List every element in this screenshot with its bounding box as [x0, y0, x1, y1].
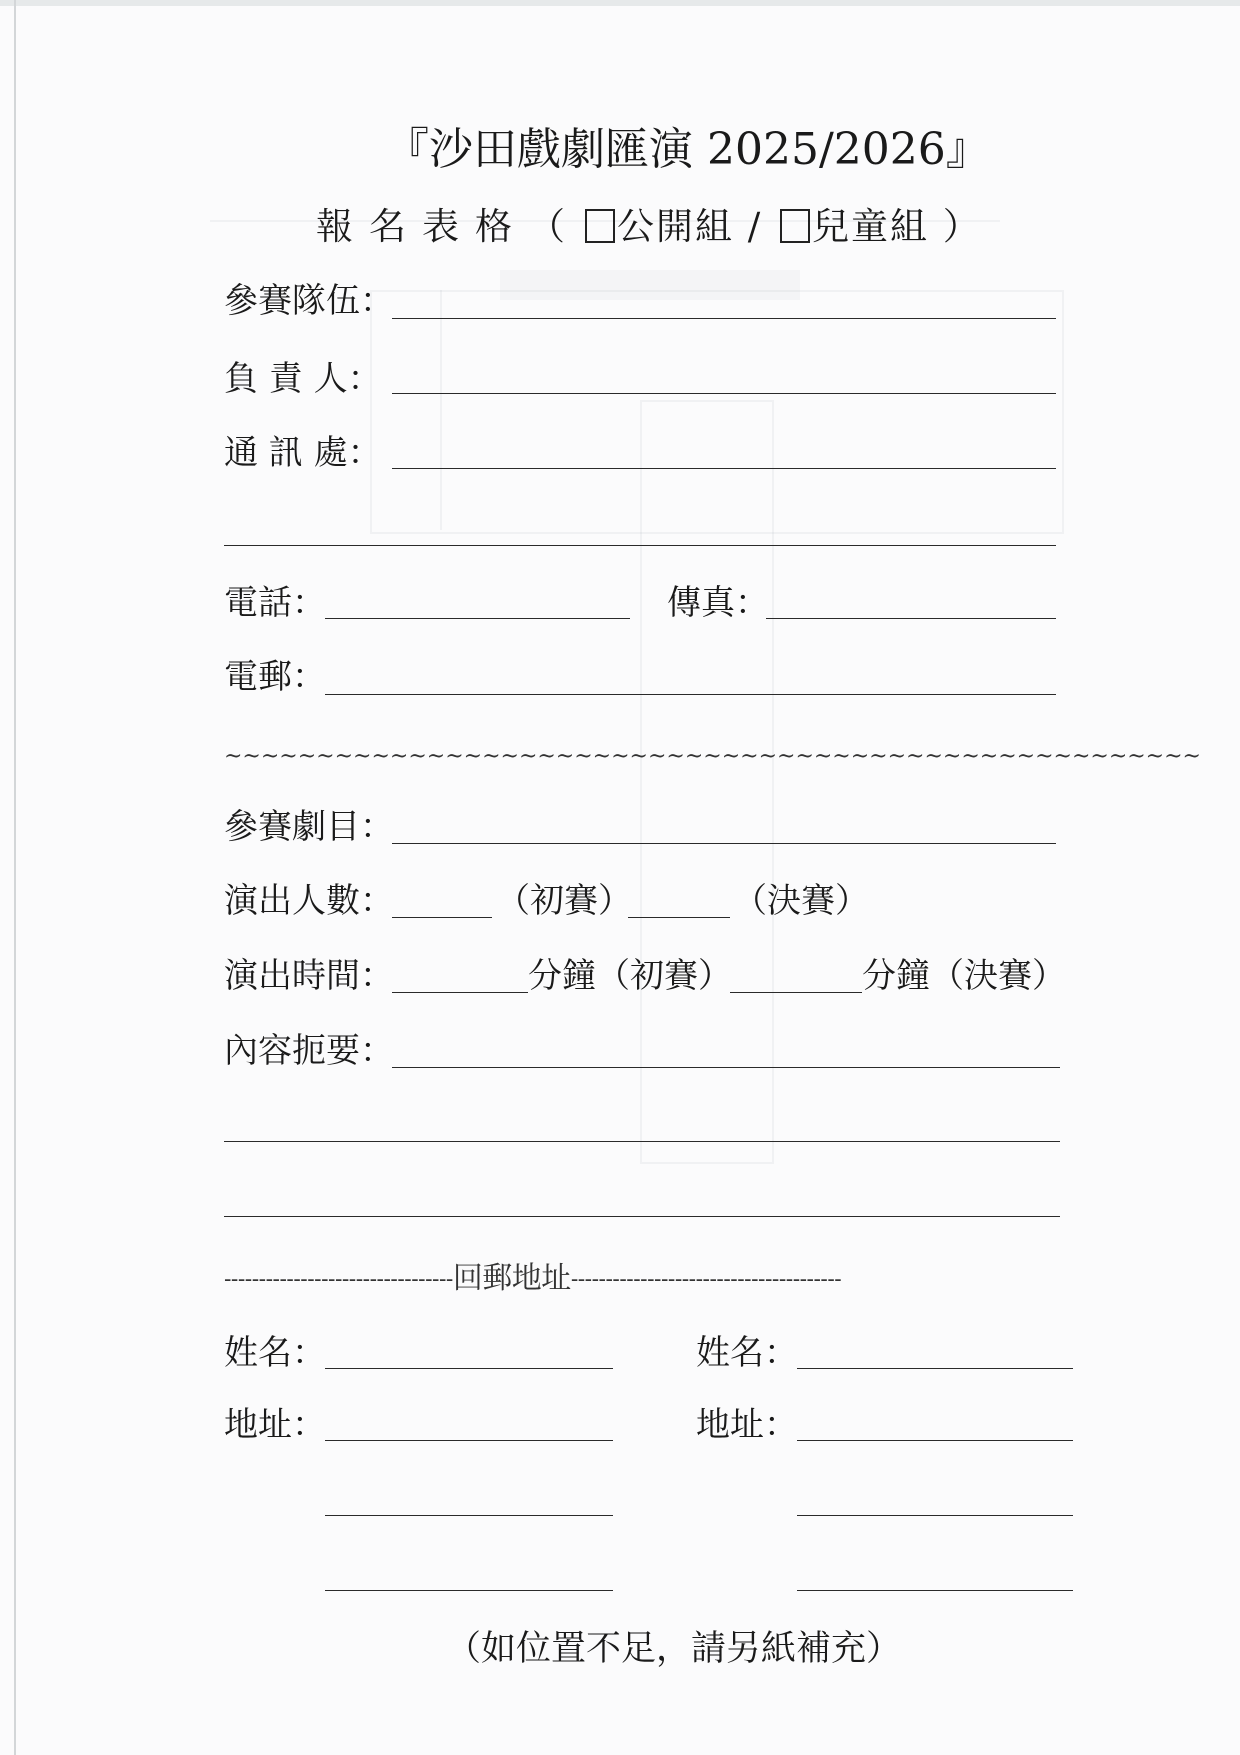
- form-title: [316, 205, 982, 248]
- return-right-name-field[interactable]: [797, 1368, 1073, 1369]
- open-group-label: 公開組 /: [617, 205, 763, 248]
- return-address-title: 回郵地址: [452, 1261, 571, 1296]
- return-left-name-label: 姓名：: [224, 1333, 326, 1373]
- email-label: 電郵：: [224, 657, 326, 697]
- return-left-address-line3[interactable]: [325, 1590, 613, 1591]
- cast-prelim-label: （初賽）: [496, 881, 632, 921]
- address-field-line2[interactable]: [224, 545, 1056, 546]
- bleed-through-divider: [440, 290, 442, 530]
- cast-prelim-field[interactable]: [392, 917, 492, 918]
- return-right-address-label: 地址：: [696, 1405, 798, 1445]
- page-title: 『沙田戲劇匯演 2025/2026』: [385, 124, 990, 175]
- return-left-name-field[interactable]: [325, 1368, 613, 1369]
- duration-prelim-label: 分鐘（初賽）: [528, 956, 732, 996]
- cast-label: 演出人數：: [224, 881, 394, 921]
- play-title-field[interactable]: [392, 843, 1056, 844]
- synopsis-label: 內容扼要：: [224, 1031, 394, 1071]
- cast-final-field[interactable]: [628, 917, 730, 918]
- return-right-address-line1[interactable]: [797, 1440, 1073, 1441]
- synopsis-field-line1[interactable]: [392, 1067, 1060, 1068]
- footer-note: （如位置不足，請另紙補充）: [446, 1629, 902, 1669]
- duration-final-field[interactable]: [730, 992, 862, 993]
- return-right-address-line2[interactable]: [797, 1515, 1073, 1516]
- scan-top-edge: [0, 0, 1240, 6]
- return-address-separator: [224, 1261, 842, 1296]
- phone-label: 電話：: [224, 583, 326, 623]
- bleed-through-heading: [500, 270, 800, 300]
- person-in-charge-label: 負 責 人：: [224, 359, 382, 399]
- cast-final-label: （決賽）: [733, 881, 869, 921]
- return-dashes-right: ---------------------------------------: [570, 1267, 842, 1292]
- children-group-label: 兒童組 ）: [812, 205, 982, 248]
- duration-label: 演出時間：: [224, 956, 394, 996]
- email-field[interactable]: [325, 694, 1056, 695]
- play-title-label: 參賽劇目：: [224, 807, 394, 847]
- scan-left-edge: [14, 0, 16, 1755]
- return-left-address-line1[interactable]: [325, 1440, 613, 1441]
- fax-field[interactable]: [766, 618, 1056, 619]
- team-label: 參賽隊伍：: [224, 281, 394, 321]
- synopsis-field-line2[interactable]: [224, 1141, 1060, 1142]
- tilde-separator: ~~~~~~~~~~~~~~~~~~~~~~~~~~~~~~~~~~~~~~~~~~~~~~~~~~~~~: [224, 744, 1201, 769]
- duration-prelim-field[interactable]: [392, 992, 528, 993]
- return-dashes-left: ---------------------------------: [224, 1267, 453, 1292]
- duration-final-label: 分鐘（決賽）: [862, 956, 1066, 996]
- form-title-label: 報名表格（: [316, 205, 581, 248]
- open-group-checkbox[interactable]: [585, 209, 615, 243]
- address-field-line1[interactable]: [392, 468, 1056, 469]
- return-right-address-line3[interactable]: [797, 1590, 1073, 1591]
- return-left-address-label: 地址：: [224, 1405, 326, 1445]
- phone-field[interactable]: [325, 618, 630, 619]
- return-right-name-label: 姓名：: [696, 1333, 798, 1373]
- fax-label: 傳真：: [667, 583, 769, 623]
- bleed-through-column: [640, 400, 774, 1164]
- return-left-address-line2[interactable]: [325, 1515, 613, 1516]
- children-group-checkbox[interactable]: [780, 209, 810, 243]
- team-field[interactable]: [392, 318, 1056, 319]
- synopsis-field-line3[interactable]: [224, 1216, 1060, 1217]
- person-in-charge-field[interactable]: [392, 393, 1056, 394]
- address-label: 通 訊 處：: [224, 433, 382, 473]
